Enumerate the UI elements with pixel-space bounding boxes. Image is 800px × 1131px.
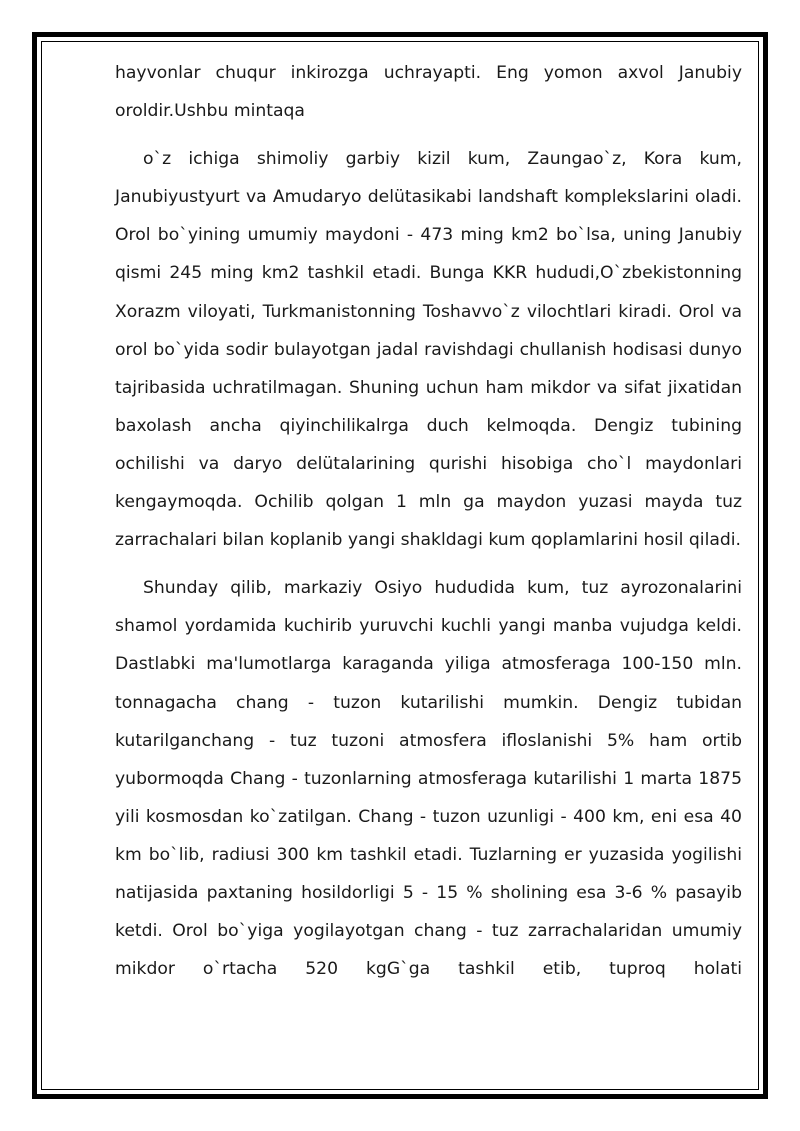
paragraph-dust-salt-storms: Shunday qilib, markaziy Osiyo hududida kum, tuz ayrozonalarini shamol yordamida kuchirib yuruvchi kuchli yangi manba vujudga keldi. Dastlabki ma'lumotlarga karaganda yiliga atmosferaga 100-150 mln. tonnagacha chang - tuzon kutarilishi mumkin. Dengiz tubidan kutarilganchang - tuz tuzoni atmosfera ifloslanishi 5% ham ortib yubormoqda Chang - tuzonlarning atmosferaga kutarilishi 1 marta 1875 yili kosmosdan ko`zatilgan. Chang - tuzon uzunligi - 400 km, eni esa 40 km bo`lib, radiusi 300 km tashkil etadi. Tuzlarning er yuzasida yogilishi natijasida paxtaning hosildorligi 5 - 15 % sholining esa 3-6 % pasayib ketdi. Orol bo`yiga yogilayotgan chang - tuz zarrachalaridan umumiy mikdor o`rtacha 520 kgG`ga tashkil etib, tuproq holati [115,578,742,980]
paragraph-continuation: hayvonlar chuqur inkirozga uchrayapti. Eng yomon axvol Janubiy oroldir.Ushbu mintaqa [115,63,742,122]
paragraph-aral-region: o`z ichiga shimoliy garbiy kizil kum, Zaungao`z, Kora kum, Janubiyustyurt va Amudaryo delütasikabi landshaft komplekslarini oladi. Orol bo`yining umumiy maydoni - 473 ming km2 bo`lsa, uning Janubiy qismi 245 ming km2 tashkil etadi. Bunga KKR hududi,O`zbekistonning Xorazm viloyati, Turkmanistonning Toshavvo`z vilochtlari kiradi. Orol va orol bo`yida sodir bulayotgan jadal ravishdagi chullanish hodisasi dunyo tajribasida uchratilmagan. Shuning uchun ham mikdor va sifat jixatidan baxolash ancha qiyinchilikalrga duch kelmoqda. Dengiz tubining ochilishi va daryo delütalarining qurishi hisobiga cho`l maydonlari kengaymoqda. Ochilib qolgan 1 mln ga maydon yuzasi mayda tuz zarrachalari bilan koplanib yangi shakldagi kum qoplamlarini hosil qiladi. [115,149,742,551]
document-body [115,54,742,988]
